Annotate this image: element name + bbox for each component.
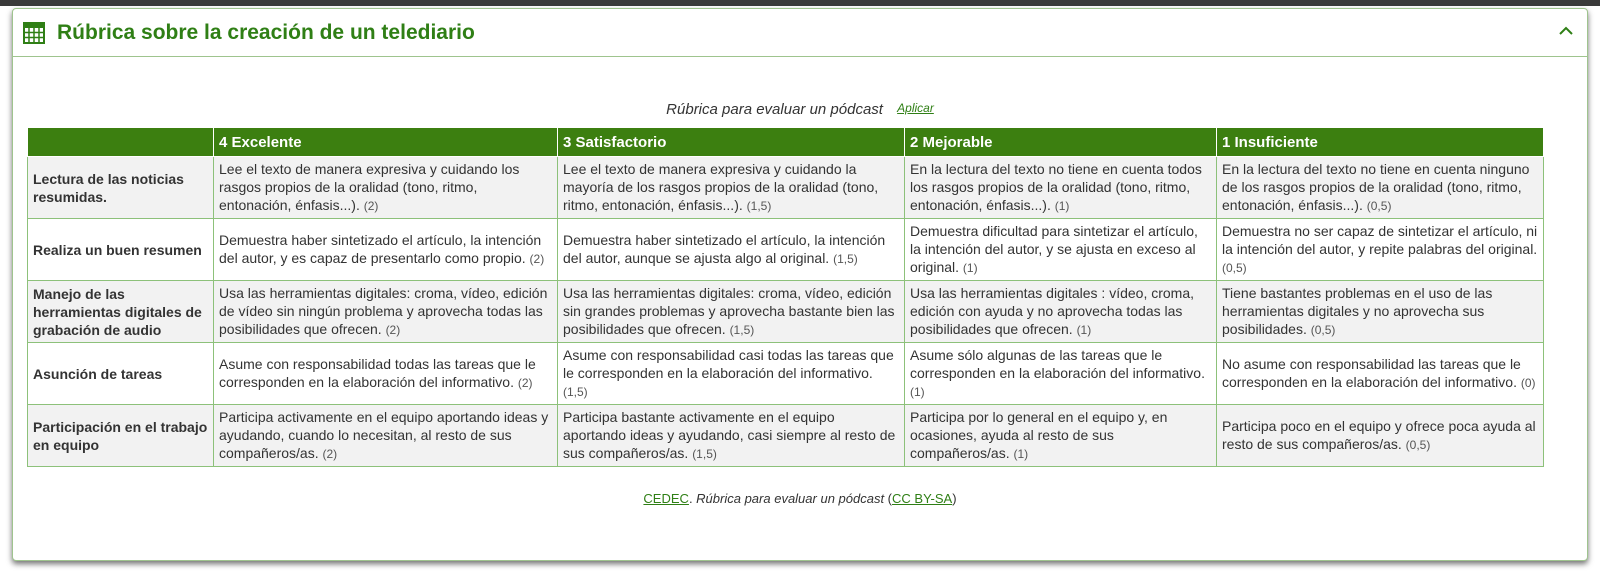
score-value: (0,5) bbox=[1222, 261, 1247, 275]
descriptor-text: Asume con responsabilidad casi todas las tareas que le corresponden en la elaboración del informativo. bbox=[563, 347, 894, 381]
license-link[interactable]: CC BY-SA bbox=[892, 491, 953, 506]
column-header-criterion bbox=[28, 128, 214, 157]
descriptor-text: Usa las herramientas digitales: croma, vídeo, edición de vídeo sin ningún problema y aprovecha todas las posibilidades que ofrecen. bbox=[219, 285, 548, 337]
descriptor-cell bbox=[1217, 343, 1544, 405]
descriptor-text: Participa activamente en el equipo aportando ideas y ayudando, cuando lo necesitan, al resto de sus compañeros/as. bbox=[219, 409, 549, 461]
descriptor-text: Lee el texto de manera expresiva y cuidando la mayoría de los rasgos propios de la oralidad (tono, ritmo, entonación, énfasis...). bbox=[563, 161, 879, 213]
score-value: (2) bbox=[517, 376, 533, 390]
score-value: (1) bbox=[910, 385, 925, 399]
descriptor-cell bbox=[1217, 281, 1544, 343]
table-row bbox=[28, 281, 1544, 343]
descriptor-cell bbox=[214, 219, 558, 281]
score-value: (2) bbox=[529, 252, 545, 266]
descriptor-text: Usa las herramientas digitales: croma, vídeo, edición sin grandes problemas y aprovecha bastante bien las posibilidades que ofrecen. bbox=[563, 285, 895, 337]
score-value: (0,5) bbox=[1405, 438, 1431, 452]
footer-close-paren: ) bbox=[952, 491, 957, 506]
rubric-caption bbox=[13, 101, 1587, 118]
descriptor-cell bbox=[905, 405, 1217, 467]
cedec-link[interactable]: CEDEC bbox=[643, 491, 689, 506]
descriptor-text: En la lectura del texto no tiene en cuenta todos los rasgos propios de la oralidad (tono, ritmo, entonación, énfasis...). bbox=[910, 161, 1202, 213]
table-icon bbox=[23, 22, 45, 44]
rubric-table bbox=[27, 128, 1544, 467]
score-value: (0,5) bbox=[1366, 199, 1392, 213]
descriptor-text: Tiene bastantes problemas en el uso de las herramientas digitales y no aprovecha sus posibilidades. bbox=[1222, 285, 1493, 337]
score-value: (1,5) bbox=[563, 385, 588, 399]
descriptor-cell bbox=[558, 281, 905, 343]
score-value: (1) bbox=[1054, 199, 1070, 213]
descriptor-text: Usa las herramientas digitales : vídeo, croma, edición con ayuda y no aprovecha todas las posibilidades que ofrecen. bbox=[910, 285, 1195, 337]
footer-open-paren: ( bbox=[884, 491, 893, 506]
descriptor-cell bbox=[1217, 219, 1544, 281]
table-row bbox=[28, 219, 1544, 281]
descriptor-cell bbox=[905, 219, 1217, 281]
descriptor-cell bbox=[558, 157, 905, 219]
rubric-panel bbox=[12, 8, 1588, 561]
criterion-cell: Lectura de las noticias resumidas. bbox=[28, 157, 214, 219]
footer-title: Rúbrica para evaluar un pódcast bbox=[696, 491, 885, 506]
table-header-row bbox=[28, 128, 1544, 157]
descriptor-text: Demuestra haber sintetizado el artículo, la intención del autor, aunque se ajusta algo al original. bbox=[563, 232, 886, 266]
column-header-excelente: 4 Excelente bbox=[214, 128, 558, 157]
descriptor-cell bbox=[214, 343, 558, 405]
score-value: (2) bbox=[322, 447, 338, 461]
footer-separator: . bbox=[688, 491, 697, 506]
column-header-mejorable: 2 Mejorable bbox=[905, 128, 1217, 157]
score-value: (1) bbox=[1076, 323, 1092, 337]
column-header-satisfactorio: 3 Satisfactorio bbox=[558, 128, 905, 157]
score-value: (2) bbox=[363, 199, 379, 213]
descriptor-cell bbox=[1217, 405, 1544, 467]
descriptor-cell bbox=[905, 281, 1217, 343]
table-row bbox=[28, 405, 1544, 467]
score-value: (1) bbox=[962, 261, 978, 275]
descriptor-text: Participa bastante activamente en el equipo aportando ideas y ayudando, casi siempre al resto de sus compañeros/as. bbox=[563, 409, 896, 461]
descriptor-text: Participa poco en el equipo y ofrece poca ayuda al resto de sus compañeros/as. bbox=[1222, 418, 1536, 452]
descriptor-text: Demuestra dificultad para sintetizar el artículo, la intención del autor, y se ajusta en exceso al original. bbox=[910, 223, 1198, 275]
column-header-insuficiente: 1 Insuficiente bbox=[1217, 128, 1544, 157]
descriptor-text: Demuestra no ser capaz de sintetizar el artículo, ni la intención del autor, y repite palabras del original. bbox=[1222, 223, 1538, 257]
descriptor-cell bbox=[905, 343, 1217, 405]
caption-text: Rúbrica para evaluar un pódcast bbox=[666, 101, 883, 118]
attribution-footer bbox=[13, 491, 1587, 506]
descriptor-text: No asume con responsabilidad las tareas que le corresponden en la elaboración del informativo. bbox=[1222, 356, 1521, 390]
score-value: (2) bbox=[385, 323, 401, 337]
criterion-cell: Asunción de tareas bbox=[28, 343, 214, 405]
descriptor-cell bbox=[214, 157, 558, 219]
score-value: (1,5) bbox=[729, 323, 755, 337]
criterion-cell: Manejo de las herramientas digitales de grabación de audio bbox=[28, 281, 214, 343]
apply-link[interactable]: Aplicar bbox=[897, 101, 934, 115]
panel-header[interactable] bbox=[13, 9, 1587, 57]
score-value: (1,5) bbox=[833, 252, 858, 266]
descriptor-text: Asume sólo algunas de las tareas que le corresponden en la elaboración del informativo. bbox=[910, 347, 1205, 381]
descriptor-text: Asume con responsabilidad todas las tareas que le corresponden en la elaboración del informativo. bbox=[219, 356, 536, 390]
descriptor-text: Demuestra haber sintetizado el artículo, la intención del autor, y es capaz de presentarlo como propio. bbox=[219, 232, 542, 266]
descriptor-cell bbox=[558, 343, 905, 405]
descriptor-text: Participa por lo general en el equipo y, en ocasiones, ayuda al resto de sus compañeros/as. bbox=[910, 409, 1168, 461]
descriptor-text: En la lectura del texto no tiene en cuenta ninguno de los rasgos propios de la oralidad (tono, ritmo, entonación, énfasis...). bbox=[1222, 161, 1530, 213]
descriptor-cell bbox=[558, 405, 905, 467]
table-row bbox=[28, 157, 1544, 219]
panel-title: Rúbrica sobre la creación de un telediario bbox=[57, 20, 475, 44]
score-value: (1,5) bbox=[746, 199, 772, 213]
descriptor-text: Lee el texto de manera expresiva y cuidando los rasgos propios de la oralidad (tono, ritmo, entonación, énfasis...). bbox=[219, 161, 520, 213]
score-value: (1,5) bbox=[692, 447, 717, 461]
descriptor-cell bbox=[905, 157, 1217, 219]
chevron-up-icon[interactable] bbox=[1557, 22, 1575, 40]
score-value: (0) bbox=[1520, 376, 1536, 390]
score-value: (0,5) bbox=[1310, 323, 1336, 337]
descriptor-cell bbox=[214, 405, 558, 467]
descriptor-cell bbox=[558, 219, 905, 281]
table-row bbox=[28, 343, 1544, 405]
top-edge bbox=[0, 0, 1600, 6]
descriptor-cell bbox=[214, 281, 558, 343]
criterion-cell: Realiza un buen resumen bbox=[28, 219, 214, 281]
descriptor-cell bbox=[1217, 157, 1544, 219]
criterion-cell: Participación en el trabajo en equipo bbox=[28, 405, 214, 467]
score-value: (1) bbox=[1013, 447, 1029, 461]
